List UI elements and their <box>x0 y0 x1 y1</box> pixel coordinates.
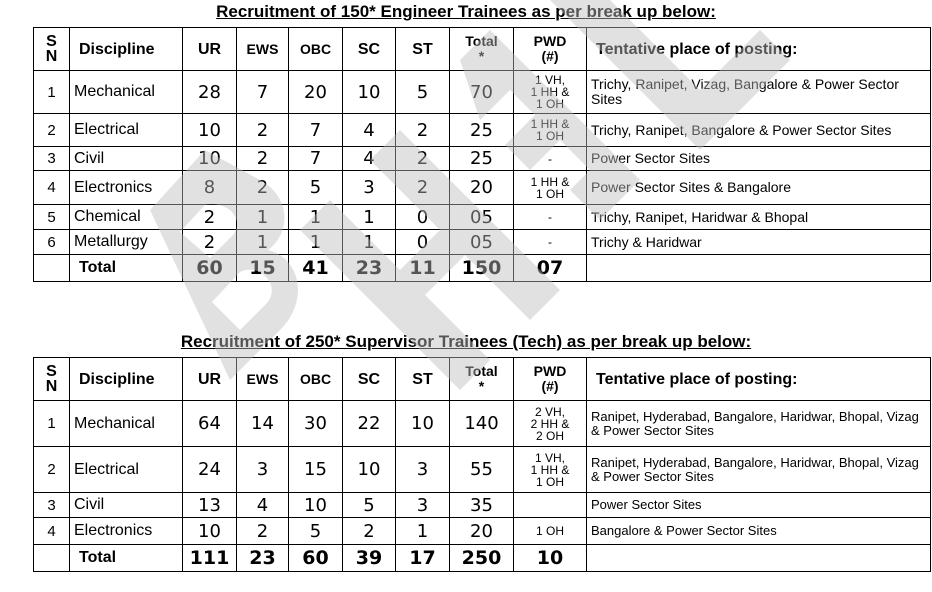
header-sn: S N <box>34 28 70 71</box>
total-st: 11 <box>396 255 450 282</box>
row-st: 5 <box>396 71 450 114</box>
row-place: Trichy, Ranipet, Vizag, Bangalore & Power Sector Sites <box>587 71 931 114</box>
row-obc: 5 <box>289 518 343 545</box>
row-sn: 2 <box>34 114 70 147</box>
row-pwd: 2 VH, 2 HH & 2 OH <box>514 401 587 447</box>
row-obc: 7 <box>289 114 343 147</box>
total-ur: 60 <box>183 255 237 282</box>
row-total: 70 <box>450 71 514 114</box>
row-sc: 3 <box>343 171 396 205</box>
row-pwd: - <box>514 147 587 171</box>
header-place: Tentative place of posting: <box>587 358 931 401</box>
row-sn: 1 <box>34 401 70 447</box>
total-row <box>34 255 931 282</box>
row-total: 05 <box>450 230 514 255</box>
row-ur: 10 <box>183 147 237 171</box>
header-discipline: Discipline <box>70 358 183 401</box>
row-ur: 28 <box>183 71 237 114</box>
row-sn: 3 <box>34 147 70 171</box>
row-place: Trichy, Ranipet, Haridwar & Bhopal <box>587 205 931 230</box>
header-ur: UR <box>183 28 237 71</box>
row-sc: 1 <box>343 230 396 255</box>
table1-title: Recruitment of 150* Engineer Trainees as per break up below: <box>216 2 716 21</box>
header-ews: EWS <box>237 358 289 401</box>
row-sc: 4 <box>343 147 396 171</box>
table-row <box>34 230 931 255</box>
row-ews: 14 <box>237 401 289 447</box>
row-obc: 1 <box>289 205 343 230</box>
total-st: 17 <box>396 545 450 572</box>
row-st: 3 <box>396 447 450 493</box>
row-total: 55 <box>450 447 514 493</box>
row-ur: 64 <box>183 401 237 447</box>
header-st: ST <box>396 358 450 401</box>
total-obc: 60 <box>289 545 343 572</box>
row-obc: 5 <box>289 171 343 205</box>
row-obc: 10 <box>289 493 343 518</box>
row-total: 20 <box>450 518 514 545</box>
table-row <box>34 147 931 171</box>
row-pwd: - <box>514 230 587 255</box>
row-place: Trichy & Haridwar <box>587 230 931 255</box>
header-ur: UR <box>183 358 237 401</box>
total-place-empty <box>587 255 931 282</box>
row-pwd: - <box>514 205 587 230</box>
row-ews: 4 <box>237 493 289 518</box>
row-st: 1 <box>396 518 450 545</box>
total-label: Total <box>70 545 183 572</box>
total-empty-cell <box>34 545 70 572</box>
header-total: Total * <box>450 28 514 71</box>
row-sc: 2 <box>343 518 396 545</box>
row-sc: 10 <box>343 71 396 114</box>
row-ur: 10 <box>183 518 237 545</box>
total-pwd: 07 <box>514 255 587 282</box>
table-row <box>34 71 931 114</box>
row-ews: 2 <box>237 114 289 147</box>
row-sn: 2 <box>34 447 70 493</box>
header-st: ST <box>396 28 450 71</box>
row-place: Trichy, Ranipet, Bangalore & Power Sector Sites <box>587 114 931 147</box>
row-ur: 10 <box>183 114 237 147</box>
row-ews: 3 <box>237 447 289 493</box>
row-st: 3 <box>396 493 450 518</box>
row-ews: 2 <box>237 518 289 545</box>
row-discipline: Electrical <box>70 114 183 147</box>
row-sn: 6 <box>34 230 70 255</box>
row-ur: 24 <box>183 447 237 493</box>
row-place: Power Sector Sites <box>587 147 931 171</box>
row-pwd: 1 OH <box>514 518 587 545</box>
row-total: 140 <box>450 401 514 447</box>
header-obc: OBC <box>289 28 343 71</box>
table-header-row <box>34 358 931 401</box>
row-ews: 1 <box>237 205 289 230</box>
row-ews: 2 <box>237 147 289 171</box>
row-total: 20 <box>450 171 514 205</box>
row-obc: 20 <box>289 71 343 114</box>
table-row <box>34 205 931 230</box>
row-total: 35 <box>450 493 514 518</box>
row-st: 0 <box>396 230 450 255</box>
row-st: 2 <box>396 171 450 205</box>
row-obc: 7 <box>289 147 343 171</box>
row-sn: 4 <box>34 518 70 545</box>
header-obc: OBC <box>289 358 343 401</box>
row-sc: 5 <box>343 493 396 518</box>
row-sn: 5 <box>34 205 70 230</box>
row-obc: 30 <box>289 401 343 447</box>
header-discipline: Discipline <box>70 28 183 71</box>
header-ews: EWS <box>237 28 289 71</box>
row-discipline: Metallurgy <box>70 230 183 255</box>
header-sc: SC <box>343 28 396 71</box>
row-ews: 7 <box>237 71 289 114</box>
row-total: 25 <box>450 147 514 171</box>
row-discipline: Electronics <box>70 518 183 545</box>
total-sc: 39 <box>343 545 396 572</box>
table-row <box>34 171 931 205</box>
row-sn: 3 <box>34 493 70 518</box>
table-header-row <box>34 28 931 71</box>
row-discipline: Mechanical <box>70 401 183 447</box>
total-ews: 15 <box>237 255 289 282</box>
row-st: 2 <box>396 147 450 171</box>
total-empty-cell <box>34 255 70 282</box>
row-sn: 1 <box>34 71 70 114</box>
table-row <box>34 518 931 545</box>
row-ews: 2 <box>237 171 289 205</box>
row-obc: 15 <box>289 447 343 493</box>
row-obc: 1 <box>289 230 343 255</box>
row-sn: 4 <box>34 171 70 205</box>
row-sc: 4 <box>343 114 396 147</box>
row-place: Power Sector Sites & Bangalore <box>587 171 931 205</box>
row-ur: 2 <box>183 230 237 255</box>
row-total: 05 <box>450 205 514 230</box>
header-pwd: PWD (#) <box>514 358 587 401</box>
total-sc: 23 <box>343 255 396 282</box>
table2-title: Recruitment of 250* Supervisor Trainees (Tech) as per break up below: <box>180 332 752 351</box>
total-total: 250 <box>450 545 514 572</box>
row-pwd: 1 HH & 1 OH <box>514 171 587 205</box>
total-ur: 111 <box>183 545 237 572</box>
header-sc: SC <box>343 358 396 401</box>
table-row <box>34 114 931 147</box>
row-st: 2 <box>396 114 450 147</box>
row-discipline: Electronics <box>70 171 183 205</box>
total-label: Total <box>70 255 183 282</box>
header-place: Tentative place of posting: <box>587 28 931 71</box>
row-ur: 13 <box>183 493 237 518</box>
row-st: 0 <box>396 205 450 230</box>
row-total: 25 <box>450 114 514 147</box>
row-discipline: Civil <box>70 493 183 518</box>
row-pwd: 1 VH, 1 HH & 1 OH <box>514 71 587 114</box>
supervisor-trainees-table <box>33 357 931 572</box>
table-row <box>34 493 931 518</box>
row-ews: 1 <box>237 230 289 255</box>
row-pwd: 1 VH, 1 HH & 1 OH <box>514 447 587 493</box>
table-row <box>34 447 931 493</box>
row-place: Power Sector Sites <box>587 493 931 518</box>
row-discipline: Mechanical <box>70 71 183 114</box>
header-sn: S N <box>34 358 70 401</box>
row-sc: 1 <box>343 205 396 230</box>
row-pwd: 1 HH & 1 OH <box>514 114 587 147</box>
row-st: 10 <box>396 401 450 447</box>
total-obc: 41 <box>289 255 343 282</box>
row-ur: 2 <box>183 205 237 230</box>
row-sc: 22 <box>343 401 396 447</box>
table-row <box>34 401 931 447</box>
row-sc: 10 <box>343 447 396 493</box>
row-place: Ranipet, Hyderabad, Bangalore, Haridwar, Bhopal, Vizag & Power Sector Sites <box>587 447 931 493</box>
row-pwd <box>514 493 587 518</box>
total-place-empty <box>587 545 931 572</box>
row-discipline: Chemical <box>70 205 183 230</box>
row-ur: 8 <box>183 171 237 205</box>
header-pwd: PWD (#) <box>514 28 587 71</box>
header-total: Total * <box>450 358 514 401</box>
engineer-trainees-table <box>33 27 931 282</box>
row-place: Bangalore & Power Sector Sites <box>587 518 931 545</box>
total-ews: 23 <box>237 545 289 572</box>
total-pwd: 10 <box>514 545 587 572</box>
total-row <box>34 545 931 572</box>
row-place: Ranipet, Hyderabad, Bangalore, Haridwar, Bhopal, Vizag & Power Sector Sites <box>587 401 931 447</box>
row-discipline: Civil <box>70 147 183 171</box>
total-total: 150 <box>450 255 514 282</box>
row-discipline: Electrical <box>70 447 183 493</box>
